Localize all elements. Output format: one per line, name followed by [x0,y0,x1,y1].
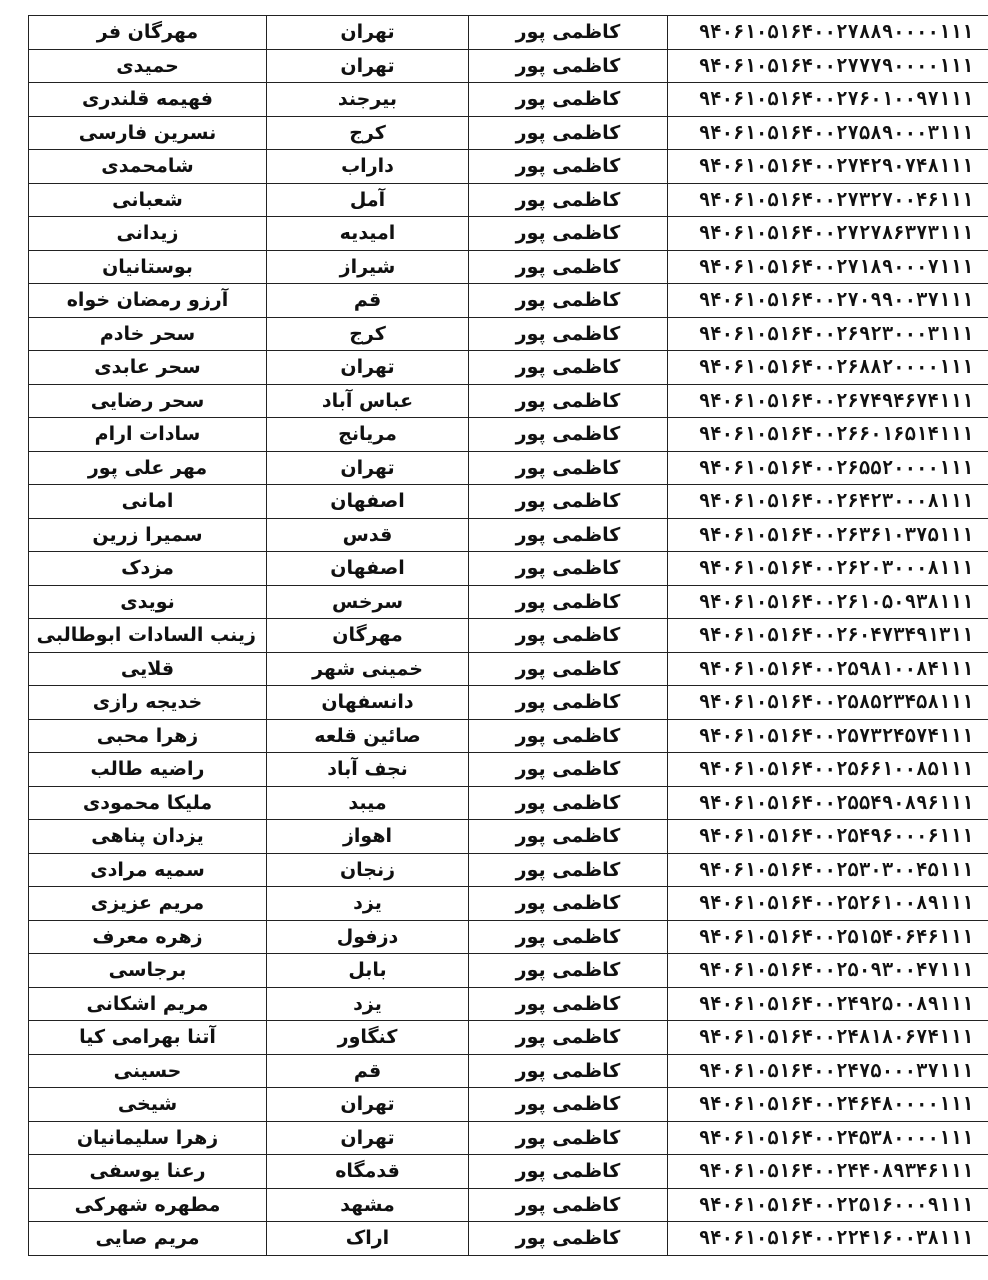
agent-cell: کاظمی پور [469,652,668,686]
code-cell: ۹۴۰۶۱۰۵۱۶۴۰۰۲۷۷۷۹۰۰۰۰۱۱۱ [668,49,988,83]
name-cell: زهرا محبی [29,719,267,753]
city-cell: مشهد [267,1188,469,1222]
table-row [29,284,988,318]
agent-cell: کاظمی پور [469,16,668,50]
city-cell: قدس [267,518,469,552]
code-cell: ۹۴۰۶۱۰۵۱۶۴۰۰۲۶۵۵۲۰۰۰۰۱۱۱ [668,451,988,485]
name-cell: راضیه طالب [29,753,267,787]
code-cell: ۹۴۰۶۱۰۵۱۶۴۰۰۲۴۷۵۰۰۰۳۷۱۱۱ [668,1054,988,1088]
agent-cell: کاظمی پور [469,585,668,619]
city-cell: دزفول [267,920,469,954]
code-cell: ۹۴۰۶۱۰۵۱۶۴۰۰۲۶۲۰۳۰۰۰۸۱۱۱ [668,552,988,586]
name-cell: مریم صایی [29,1222,267,1256]
name-cell: رعنا یوسفی [29,1155,267,1189]
city-cell: اراک [267,1222,469,1256]
agent-cell: کاظمی پور [469,1155,668,1189]
code-cell: ۹۴۰۶۱۰۵۱۶۴۰۰۲۵۲۶۱۰۰۸۹۱۱۱ [668,887,988,921]
name-cell: سادات ارام [29,418,267,452]
code-cell: ۹۴۰۶۱۰۵۱۶۴۰۰۲۵۹۸۱۰۰۸۴۱۱۱ [668,652,988,686]
agent-cell: کاظمی پور [469,820,668,854]
table-row [29,954,988,988]
table-row [29,1054,988,1088]
city-cell: زنجان [267,853,469,887]
agent-cell: کاظمی پور [469,887,668,921]
city-cell: تهران [267,49,469,83]
table-row [29,1121,988,1155]
city-cell: داراب [267,150,469,184]
agent-cell: کاظمی پور [469,284,668,318]
city-cell: قم [267,1054,469,1088]
agent-cell: کاظمی پور [469,1021,668,1055]
city-cell: خمینی شهر [267,652,469,686]
roster-sheet [28,15,974,1256]
name-cell: سحر رضایی [29,384,267,418]
name-cell: حمیدی [29,49,267,83]
table-row [29,116,988,150]
agent-cell: کاظمی پور [469,418,668,452]
city-cell: عباس آباد [267,384,469,418]
city-cell: آمل [267,183,469,217]
agent-cell: کاظمی پور [469,451,668,485]
table-row [29,585,988,619]
code-cell: ۹۴۰۶۱۰۵۱۶۴۰۰۲۴۶۴۸۰۰۰۰۱۱۱ [668,1088,988,1122]
table-row [29,719,988,753]
roster-table [28,15,988,1256]
agent-cell: کاظمی پور [469,317,668,351]
code-cell: ۹۴۰۶۱۰۵۱۶۴۰۰۲۶۴۲۳۰۰۰۸۱۱۱ [668,485,988,519]
agent-cell: کاظمی پور [469,351,668,385]
table-row [29,83,988,117]
table-row [29,552,988,586]
name-cell: فهیمه قلندری [29,83,267,117]
code-cell: ۹۴۰۶۱۰۵۱۶۴۰۰۲۴۸۱۸۰۶۷۴۱۱۱ [668,1021,988,1055]
city-cell: اهواز [267,820,469,854]
table-row [29,1222,988,1256]
agent-cell: کاظمی پور [469,753,668,787]
code-cell: ۹۴۰۶۱۰۵۱۶۴۰۰۲۷۸۸۹۰۰۰۰۱۱۱ [668,16,988,50]
agent-cell: کاظمی پور [469,83,668,117]
table-row [29,786,988,820]
agent-cell: کاظمی پور [469,987,668,1021]
agent-cell: کاظمی پور [469,485,668,519]
city-cell: قدمگاه [267,1155,469,1189]
agent-cell: کاظمی پور [469,920,668,954]
code-cell: ۹۴۰۶۱۰۵۱۶۴۰۰۲۴۵۳۸۰۰۰۰۱۱۱ [668,1121,988,1155]
table-row [29,887,988,921]
city-cell: تهران [267,451,469,485]
code-cell: ۹۴۰۶۱۰۵۱۶۴۰۰۲۶۶۰۱۶۵۱۴۱۱۱ [668,418,988,452]
table-row [29,351,988,385]
agent-cell: کاظمی پور [469,250,668,284]
table-row [29,987,988,1021]
city-cell: کنگاور [267,1021,469,1055]
table-row [29,150,988,184]
city-cell: بیرجند [267,83,469,117]
agent-cell: کاظمی پور [469,384,668,418]
name-cell: زینب السادات ابوطالبی [29,619,267,653]
city-cell: شیراز [267,250,469,284]
name-cell: شیخی [29,1088,267,1122]
agent-cell: کاظمی پور [469,518,668,552]
agent-cell: کاظمی پور [469,183,668,217]
agent-cell: کاظمی پور [469,853,668,887]
code-cell: ۹۴۰۶۱۰۵۱۶۴۰۰۲۷۵۸۹۰۰۰۳۱۱۱ [668,116,988,150]
city-cell: مریانج [267,418,469,452]
code-cell: ۹۴۰۶۱۰۵۱۶۴۰۰۲۲۴۱۶۰۰۳۸۱۱۱ [668,1222,988,1256]
city-cell: یزد [267,987,469,1021]
name-cell: مریم اشکانی [29,987,267,1021]
code-cell: ۹۴۰۶۱۰۵۱۶۴۰۰۲۷۰۹۹۰۰۳۷۱۱۱ [668,284,988,318]
table-row [29,753,988,787]
code-cell: ۹۴۰۶۱۰۵۱۶۴۰۰۲۷۱۸۹۰۰۰۷۱۱۱ [668,250,988,284]
name-cell: سحر عابدی [29,351,267,385]
city-cell: میبد [267,786,469,820]
table-row [29,451,988,485]
name-cell: ملیکا محمودی [29,786,267,820]
table-row [29,49,988,83]
agent-cell: کاظمی پور [469,619,668,653]
name-cell: یزدان پناهی [29,820,267,854]
code-cell: ۹۴۰۶۱۰۵۱۶۴۰۰۲۴۴۰۸۹۳۴۶۱۱۱ [668,1155,988,1189]
city-cell: اصفهان [267,552,469,586]
name-cell: سمیه مرادی [29,853,267,887]
name-cell: نویدی [29,585,267,619]
city-cell: تهران [267,16,469,50]
code-cell: ۹۴۰۶۱۰۵۱۶۴۰۰۲۵۳۰۳۰۰۴۵۱۱۱ [668,853,988,887]
city-cell: قم [267,284,469,318]
name-cell: شعبانی [29,183,267,217]
name-cell: خدیجه رازی [29,686,267,720]
name-cell: زهرا سلیمانیان [29,1121,267,1155]
name-cell: مریم عزیزی [29,887,267,921]
code-cell: ۹۴۰۶۱۰۵۱۶۴۰۰۲۵۷۳۲۴۵۷۴۱۱۱ [668,719,988,753]
code-cell: ۹۴۰۶۱۰۵۱۶۴۰۰۲۵۸۵۲۳۴۵۸۱۱۱ [668,686,988,720]
code-cell: ۹۴۰۶۱۰۵۱۶۴۰۰۲۶۰۴۷۳۴۹۱۳۱۱ [668,619,988,653]
city-cell: کرج [267,317,469,351]
name-cell: مهر علی پور [29,451,267,485]
agent-cell: کاظمی پور [469,1054,668,1088]
code-cell: ۹۴۰۶۱۰۵۱۶۴۰۰۲۷۶۰۱۰۰۹۷۱۱۱ [668,83,988,117]
code-cell: ۹۴۰۶۱۰۵۱۶۴۰۰۲۶۹۲۳۰۰۰۳۱۱۱ [668,317,988,351]
agent-cell: کاظمی پور [469,552,668,586]
city-cell: مهرگان [267,619,469,653]
table-row [29,820,988,854]
name-cell: امانی [29,485,267,519]
table-row [29,1088,988,1122]
table-row [29,183,988,217]
name-cell: مهرگان فر [29,16,267,50]
table-row [29,686,988,720]
table-row [29,1188,988,1222]
city-cell: نجف آباد [267,753,469,787]
agent-cell: کاظمی پور [469,786,668,820]
city-cell: یزد [267,887,469,921]
agent-cell: کاظمی پور [469,686,668,720]
name-cell: بوستانیان [29,250,267,284]
table-row [29,418,988,452]
code-cell: ۹۴۰۶۱۰۵۱۶۴۰۰۲۶۸۸۲۰۰۰۰۱۱۱ [668,351,988,385]
table-row [29,853,988,887]
table-row [29,920,988,954]
name-cell: آتنا بهرامی کیا [29,1021,267,1055]
city-cell: سرخس [267,585,469,619]
code-cell: ۹۴۰۶۱۰۵۱۶۴۰۰۲۷۲۷۸۶۳۷۳۱۱۱ [668,217,988,251]
city-cell: تهران [267,1088,469,1122]
name-cell: سحر خادم [29,317,267,351]
city-cell: تهران [267,351,469,385]
agent-cell: کاظمی پور [469,1121,668,1155]
name-cell: مزدک [29,552,267,586]
agent-cell: کاظمی پور [469,1188,668,1222]
code-cell: ۹۴۰۶۱۰۵۱۶۴۰۰۲۷۳۲۷۰۰۴۶۱۱۱ [668,183,988,217]
city-cell: امیدیه [267,217,469,251]
name-cell: زهره معرف [29,920,267,954]
agent-cell: کاظمی پور [469,719,668,753]
code-cell: ۹۴۰۶۱۰۵۱۶۴۰۰۲۵۶۶۱۰۰۸۵۱۱۱ [668,753,988,787]
city-cell: کرج [267,116,469,150]
table-row [29,619,988,653]
city-cell: بابل [267,954,469,988]
code-cell: ۹۴۰۶۱۰۵۱۶۴۰۰۲۴۹۲۵۰۰۸۹۱۱۱ [668,987,988,1021]
code-cell: ۹۴۰۶۱۰۵۱۶۴۰۰۲۵۵۴۹۰۸۹۶۱۱۱ [668,786,988,820]
roster-body [29,16,988,1256]
table-row [29,217,988,251]
agent-cell: کاظمی پور [469,49,668,83]
name-cell: مطهره شهرکی [29,1188,267,1222]
code-cell: ۹۴۰۶۱۰۵۱۶۴۰۰۲۶۷۴۹۴۶۷۴۱۱۱ [668,384,988,418]
name-cell: حسینی [29,1054,267,1088]
name-cell: نسرین فارسی [29,116,267,150]
code-cell: ۹۴۰۶۱۰۵۱۶۴۰۰۲۶۳۶۱۰۳۷۵۱۱۱ [668,518,988,552]
agent-cell: کاظمی پور [469,116,668,150]
table-row [29,518,988,552]
agent-cell: کاظمی پور [469,150,668,184]
agent-cell: کاظمی پور [469,1222,668,1256]
agent-cell: کاظمی پور [469,217,668,251]
code-cell: ۹۴۰۶۱۰۵۱۶۴۰۰۲۵۰۹۳۰۰۴۷۱۱۱ [668,954,988,988]
code-cell: ۹۴۰۶۱۰۵۱۶۴۰۰۲۷۴۲۹۰۷۴۸۱۱۱ [668,150,988,184]
name-cell: برجاسی [29,954,267,988]
code-cell: ۹۴۰۶۱۰۵۱۶۴۰۰۲۶۱۰۵۰۹۳۸۱۱۱ [668,585,988,619]
table-row [29,317,988,351]
table-row [29,250,988,284]
agent-cell: کاظمی پور [469,1088,668,1122]
table-row [29,16,988,50]
table-row [29,1021,988,1055]
name-cell: زیدانی [29,217,267,251]
name-cell: قلایی [29,652,267,686]
table-row [29,384,988,418]
city-cell: اصفهان [267,485,469,519]
city-cell: صائین قلعه [267,719,469,753]
code-cell: ۹۴۰۶۱۰۵۱۶۴۰۰۲۵۱۵۴۰۶۴۶۱۱۱ [668,920,988,954]
name-cell: سمیرا زرین [29,518,267,552]
code-cell: ۹۴۰۶۱۰۵۱۶۴۰۰۲۵۴۹۶۰۰۰۶۱۱۱ [668,820,988,854]
table-row [29,485,988,519]
name-cell: آرزو رمضان خواه [29,284,267,318]
name-cell: شامحمدی [29,150,267,184]
code-cell: ۹۴۰۶۱۰۵۱۶۴۰۰۲۲۵۱۶۰۰۰۹۱۱۱ [668,1188,988,1222]
agent-cell: کاظمی پور [469,954,668,988]
city-cell: تهران [267,1121,469,1155]
table-row [29,1155,988,1189]
table-row [29,652,988,686]
city-cell: دانسفهان [267,686,469,720]
